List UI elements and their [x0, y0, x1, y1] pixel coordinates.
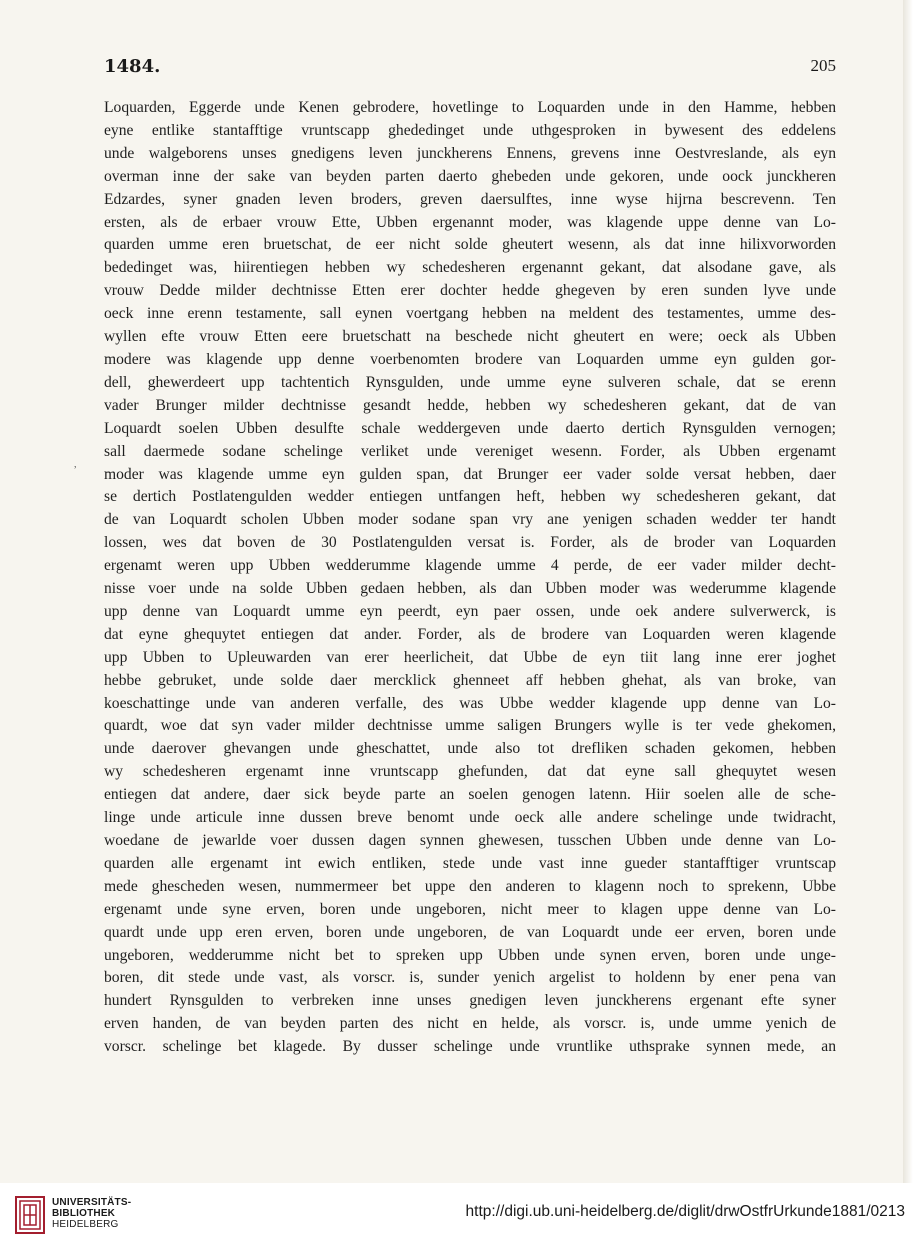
text-line: upp denne van Loquardt umme eyn peerdt, eyn paer ossen, unde oek andere sulverwerck, is	[104, 602, 836, 620]
body-text	[104, 97, 836, 1059]
text-line: ergenamt unde syne erven, boren unde ungeboren, nicht meer to klagen uppe denne van Lo-	[104, 900, 836, 918]
text-line: vrouw Dedde milder dechtnisse Etten erer dochter hedde ghegeven by eren sunden lyve unde	[104, 282, 836, 300]
text-line: sall daermede sodane schelinge verliket unde vereniget wesenn. Forder, als Ubben ergenamt	[104, 442, 836, 460]
text-line: eyne entlike stantafftige vruntscapp ghededinget unde uthgesproken in bywesent des eddelens	[104, 121, 836, 139]
text-line: dat eyne ghequytet entiegen dat ander. Forder, als de brodere van Loquarden weren klagende	[104, 625, 836, 643]
text-line: wyllen efte vrouw Etten eere bruetschatt na beschede nicht gheutert en were; oeck als Ubben	[104, 328, 836, 346]
year-heading: 1484.	[104, 56, 161, 77]
margin-mark: ,	[74, 459, 77, 470]
logo-line-3: HEIDELBERG	[52, 1219, 119, 1230]
text-line: dell, ghewerdeert upp tachtentich Rynsgulden, unde umme eyne sulveren schale, dat se erenn	[104, 373, 836, 391]
text-line: Loquardt soelen Ubben desulfte schale weddergeven unde daerto dertich Rynsgulden vernogen;	[104, 419, 836, 437]
text-line: vorscr. schelinge bet klagede. By dusser schelinge unde vruntlike uthsprake synnen mede, an	[104, 1038, 836, 1056]
text-line: hebbe gebruket, unde solde daer mercklick ghenneet aff hebben ghehat, als van broke, van	[104, 671, 836, 689]
text-line: bededinget was, hiirentiegen hebben wy schedesheren ergenannt gekant, dat alsodane gave, als	[104, 259, 836, 277]
source-url-link[interactable]: http://digi.ub.uni-heidelberg.de/diglit/drwOstfrUrkunde1881/0213	[465, 1203, 905, 1220]
page-number: 205	[810, 56, 836, 75]
text-line: quardt unde upp eren erven, boren unde ungeboren, de van Loquardt unde eer erven, boren unde	[104, 923, 836, 941]
text-line: nisse voer unde na solde Ubben gedaen hebben, als dan Ubben moder was wederumme klagende	[104, 580, 836, 598]
page-edge-shadow	[903, 0, 913, 1183]
text-line: boren, dit stede unde vast, als vorscr. is, sunder yenich argelist to holdenn by ener pena van	[104, 969, 836, 987]
text-line: oeck inne erenn testamente, sall eynen voertgang hebben na meldent des testamentes, umme des-	[104, 305, 836, 323]
text-line: woedane de jewarlde voer dussen dagen synnen ghewesen, tusschen Ubben unde denne van Lo-	[104, 832, 836, 849]
text-line: ungeboren, wedderumme nicht bet to spreken upp Ubben unde synen erven, boren unde unge-	[104, 946, 836, 964]
text-line: modere was klagende upp denne voerbenomten brodere van Loquarden umme eyn gulden gor-	[104, 350, 836, 368]
page-header	[104, 56, 836, 80]
text-line: ergenamt weren upp Ubben wedderumme klagende umme 4 perde, de eer vader milder decht-	[104, 557, 836, 575]
text-line: linge unde articule inne dussen breve benomt unde oeck alle andere schelinge unde twidracht,	[104, 809, 836, 827]
text-line: koeschattinge unde van anderen verfalle, des was Ubbe wedder klagende upp denne van Lo-	[104, 694, 836, 712]
text-line: upp Ubben to Upleuwarden van erer heerlicheit, dat Ubbe de eyn tiit lang inne erer joghet	[104, 648, 836, 666]
text-line: Loquarden, Eggerde unde Kenen gebrodere, hovetlinge to Loquarden unde in den Hamme, hebben	[104, 99, 836, 116]
text-line: unde daerover ghevangen unde gheschattet, unde also tot drefliken schaden gekomen, hebben	[104, 740, 836, 758]
library-seal-icon	[14, 1195, 46, 1235]
text-line: de van Loquardt scholen Ubben moder sodane span vry ane yenigen schaden wedder ter handt	[104, 511, 836, 529]
text-line: quarden umme eren bruetschat, de eer nicht solde gheutert wesenn, als dat inne hilixvorworden	[104, 236, 836, 254]
text-line: erven handen, de van beyden parten des nicht en helde, als vorscr. is, unde umme yenich de	[104, 1015, 836, 1033]
library-logo[interactable]	[14, 1193, 214, 1241]
text-line: entiegen dat andere, daer sick beyde parte an soelen genogen latenn. Hiir soelen alle de sche-	[104, 786, 836, 804]
text-line: moder was klagende umme eyn gulden span, dat Brunger eer vader solde versat hebben, daer	[104, 465, 836, 483]
text-line: hundert Rynsgulden to verbreken inne unses gnedigen leven junckherens ergenant efte syner	[104, 992, 836, 1010]
text-line: wy schedesheren ergenamt inne vruntscapp ghefunden, dat dat eyne sall ghequytet wesen	[104, 763, 836, 781]
library-name	[52, 1197, 131, 1230]
text-line: se dertich Postlatengulden wedder entiegen untfangen heft, hebben wy schedesheren gekant, dat	[104, 488, 836, 506]
text-line: Edzardes, syner gnaden leven broders, greven daersulftes, inne wyse hijrna bescrevenn. Ten	[104, 190, 836, 208]
text-line: ersten, als de erbaer vrouw Ette, Ubben ergenannt moder, was klagende uppe denne van Lo-	[104, 213, 836, 231]
text-line: unde walgeborens unses gnedigens leven junckherens Ennens, grevens inne Oestvreslande, als eyn	[104, 144, 836, 162]
text-line: quarden alle ergenamt int ewich entliken, stede unde vast inne gueder stantafftiger vruntscap	[104, 854, 836, 872]
footer-bar	[0, 1183, 913, 1249]
text-line: lossen, wes dat boven de 30 Postlatengulden versat is. Forder, als de broder van Loquarden	[104, 534, 836, 552]
text-line: overman inne der sake van beyden parten daerto ghebeden unde gekoren, unde oock junckheren	[104, 167, 836, 185]
text-line: mede ghescheden wesen, nummermeer bet uppe den anderen to klagenn noch to sprekenn, Ubbe	[104, 877, 836, 895]
text-line: vader Brunger milder dechtnisse gesandt hedde, hebben wy schedesheren gekant, dat de van	[104, 396, 836, 414]
logo-line-2: BIBLIOTHEK	[52, 1208, 116, 1219]
logo-line-1: UNIVERSITÄTS-	[52, 1197, 132, 1208]
text-line: quardt, woe dat syn vader milder dechtnisse umme saligen Brungers wylle is ter vede ghekomen,	[104, 717, 836, 735]
